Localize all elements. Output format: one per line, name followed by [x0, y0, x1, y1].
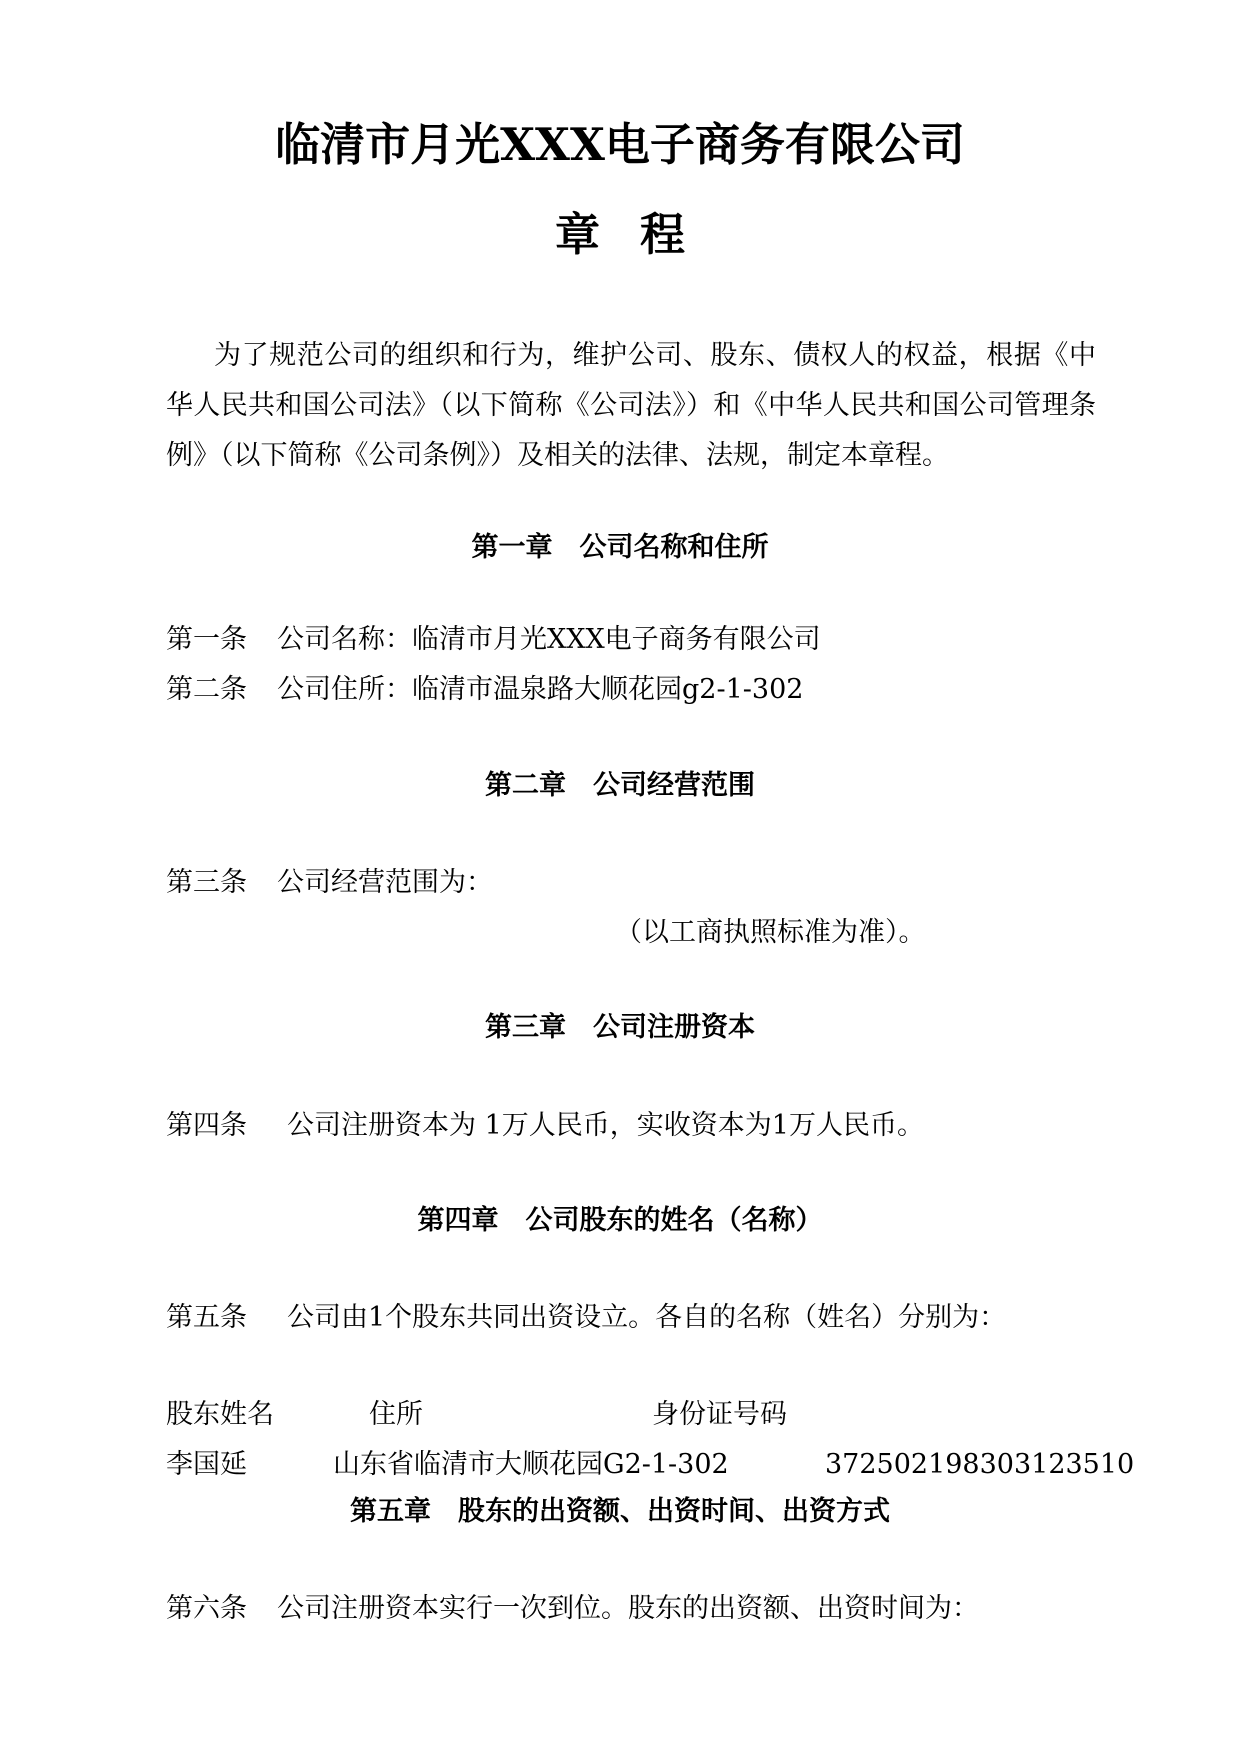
- article-2: [166, 676, 803, 703]
- article-5: [166, 1304, 1006, 1331]
- article-5-text: 公司由1个股东共同出资设立。各自的名称（姓名）分别为：: [287, 1302, 1007, 1333]
- article-1-text: 公司名称：临清市月光XXX电子商务有限公司: [277, 624, 821, 655]
- chapter-4-heading: 第四章 公司股东的姓名（名称）: [417, 1205, 823, 1236]
- article-6-label: 第六条: [166, 1593, 247, 1624]
- article-4: [166, 1112, 924, 1139]
- article-4-label: 第四条: [166, 1110, 247, 1141]
- shareholder-header-id: 身份证号码: [652, 1399, 787, 1430]
- chapter-5-heading: 第五章 股东的出资额、出资时间、出资方式: [350, 1496, 890, 1527]
- article-4-text: 公司注册资本为 1万人民币，实收资本为1万人民币。: [287, 1110, 924, 1141]
- article-3-note: （以工商执照标准为准）。: [615, 917, 926, 948]
- chapter-1-heading: 第一章 公司名称和住所: [471, 532, 769, 563]
- intro-paragraph: 为了规范公司的组织和行为，维护公司、股东、债权人的权益，根据《中华人民共和国公司法》（以下简称《公司法》）和《中华人民共和国公司管理条例》（以下简称《公司条例》）及相关的法律、法规，制定本章程。: [166, 340, 1096, 471]
- shareholder-header-address: 住所: [369, 1399, 423, 1430]
- chapter-3-heading: 第三章 公司注册资本: [485, 1012, 755, 1043]
- shareholder-header-name: 股东姓名: [166, 1399, 274, 1430]
- article-3-label: 第三条: [166, 867, 247, 898]
- shareholder-address: 山东省临清市大顺花园G2-1-302: [333, 1449, 729, 1480]
- company-title: 临清市月光XXX电子商务有限公司: [275, 118, 965, 171]
- article-5-label: 第五条: [166, 1302, 247, 1333]
- article-3: [166, 869, 493, 896]
- article-3-text: 公司经营范围为：: [277, 867, 493, 898]
- document-title: 章程: [554, 208, 725, 261]
- article-2-label: 第二条: [166, 674, 247, 705]
- shareholder-id-number: 372502198303123510: [825, 1449, 1135, 1480]
- shareholder-name: 李国延: [166, 1449, 247, 1480]
- article-6: [166, 1595, 979, 1622]
- article-1: [166, 626, 821, 653]
- article-1-label: 第一条: [166, 624, 247, 655]
- article-2-text: 公司住所：临清市温泉路大顺花园g2-1-302: [277, 674, 804, 705]
- article-6-text: 公司注册资本实行一次到位。股东的出资额、出资时间为：: [277, 1593, 979, 1624]
- chapter-2-heading: 第二章 公司经营范围: [485, 770, 755, 801]
